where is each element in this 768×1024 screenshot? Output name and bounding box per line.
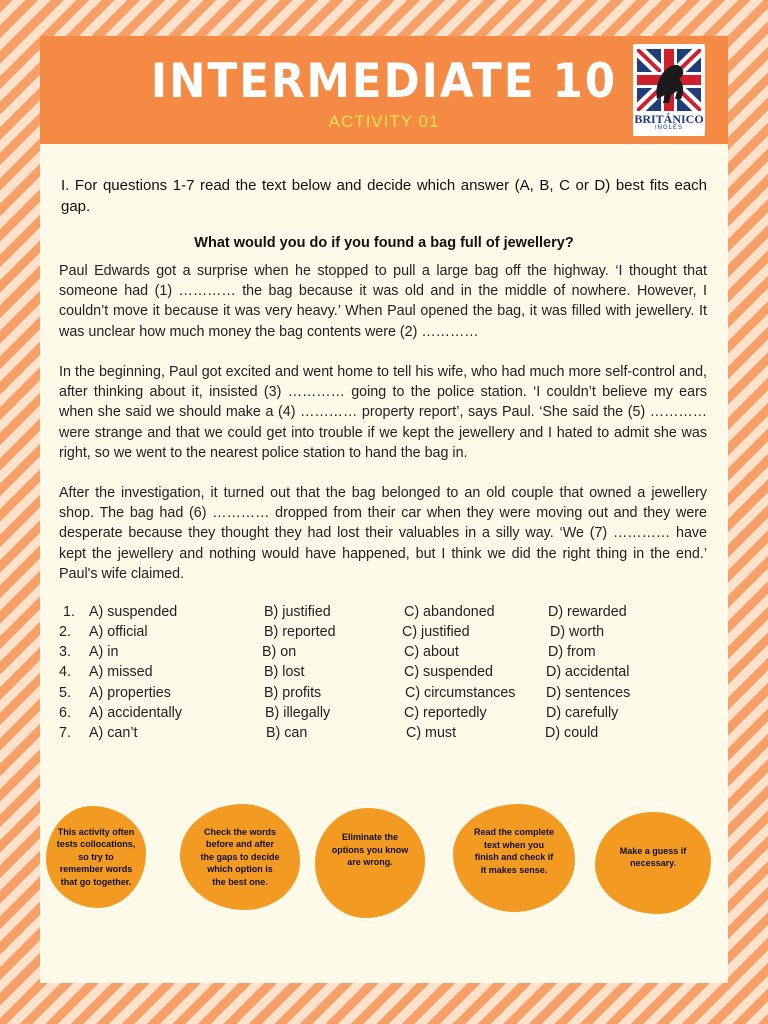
option-d: D) could [545, 725, 599, 741]
tip-line: tests collocations, [56, 839, 136, 850]
option-c: C) abandoned [404, 604, 495, 620]
text-heading: What would you do if you found a bag full of jewellery? [194, 235, 574, 251]
tip-line: it makes sense. [480, 864, 548, 875]
option-d: D) carefully [546, 705, 619, 721]
question-number: 2. [59, 624, 71, 640]
paragraph-1: Paul Edwards got a surprise when he stopped to pull a large bag off the highway. ‘I thought that someone had (1) ………… the bag because it was old and in the middle of nowhere. However, I couldn’t move it because it was very heavy.’ When Paul opened the bag, it was filled with jewellery. It was unclear how much money the bag contents were (2) ………… [59, 263, 707, 340]
logo-subtext: INGLÉS [654, 125, 683, 131]
page-subtitle: ACTIVITY 01 [328, 112, 440, 131]
tip-line: that go together. [60, 876, 132, 887]
tip-line: Eliminate the [341, 832, 398, 843]
instruction-text: I. For questions 1-7 read the text below and decide which answer (A, B, C or D) best fits each gap. [61, 177, 707, 215]
tip-bubble [453, 804, 575, 912]
tip-bubble [180, 804, 300, 910]
paragraph-3: After the investigation, it turned out that the bag belonged to an old couple that owned a jewellery shop. The bag had (6) ………… dropped from their car when they were moving out and they were desperate because they thought they had lost their valuables in a silly way. ‘We (7) ………… have kept the jewellery and nothing would have happened, but I think we did the right thing in the end.’ Paul's wife claimed. [59, 485, 707, 582]
question-number: 4. [59, 664, 71, 680]
option-b: B) on [262, 644, 297, 660]
tip-line: the gaps to decide [200, 851, 280, 862]
option-c: C) must [406, 725, 457, 741]
question-number: 1. [63, 604, 75, 620]
tip-line: This activity often [57, 826, 135, 837]
tip-line: are wrong. [347, 857, 393, 868]
britanico-logo [633, 44, 705, 136]
option-b: B) illegally [265, 705, 331, 721]
question-number: 3. [59, 644, 71, 660]
tip-line: finish and check if [474, 852, 554, 862]
tip-bubble [595, 812, 711, 914]
option-a: A) can’t [89, 725, 138, 741]
option-b: B) reported [264, 624, 336, 640]
option-c: C) about [404, 644, 459, 660]
option-d: D) from [548, 644, 596, 660]
worksheet-page [40, 36, 728, 983]
option-a: A) properties [89, 685, 171, 701]
tip-bubble [46, 806, 146, 908]
tip-line: Check the words [203, 826, 276, 837]
question-number: 6. [59, 705, 71, 721]
union-jack-lion-icon [637, 49, 701, 111]
question-number: 5. [59, 685, 71, 701]
tip-line: remember words [59, 864, 133, 875]
question-number: 7. [59, 725, 71, 741]
option-a: A) official [89, 624, 148, 640]
option-d: D) sentences [546, 685, 631, 701]
option-b: B) justified [264, 604, 331, 620]
tip-line: the best one. [212, 876, 268, 887]
option-c: C) justified [402, 624, 470, 640]
option-c: C) suspended [404, 664, 494, 680]
option-c: C) reportedly [404, 705, 487, 721]
option-b: B) lost [264, 664, 305, 680]
option-d: D) accidental [546, 664, 630, 680]
logo-name: BRITÁNICO [634, 112, 704, 126]
option-a: A) in [89, 644, 119, 660]
tip-bubble [315, 808, 425, 918]
header-banner [40, 36, 728, 144]
tip-line: which option is [207, 864, 273, 875]
tip-line: Make a guess if [619, 845, 687, 856]
option-a: A) missed [89, 664, 153, 680]
option-c: C) circumstances [405, 685, 516, 701]
tip-line: necessary. [630, 858, 676, 868]
tip-line: options you know [331, 844, 409, 855]
page-title: INTERMEDIATE 10 [150, 54, 618, 109]
tip-line: so try to [78, 851, 114, 862]
option-d: D) worth [550, 624, 605, 640]
option-b: B) profits [264, 685, 322, 701]
option-b: B) can [266, 725, 308, 741]
paragraph-2: In the beginning, Paul got excited and went home to tell his wife, who had much more self-control and, after thinking about it, insisted (3) ………… going to the police station. ‘I couldn’t believe my ears when she said we should make a (4) ………… property report’, says Paul. ‘She said the (5) ………… were strange and that we could get into trouble if we kept the jewellery and I hated to admit she was right, so we went to the nearest police station to hand the bag in. [59, 364, 707, 461]
option-d: D) rewarded [548, 604, 627, 620]
tip-line: text when you [483, 839, 544, 850]
option-a: A) suspended [89, 604, 178, 620]
option-a: A) accidentally [89, 705, 182, 721]
tip-line: before and after [205, 839, 274, 850]
tip-line: Read the complete [473, 827, 555, 837]
